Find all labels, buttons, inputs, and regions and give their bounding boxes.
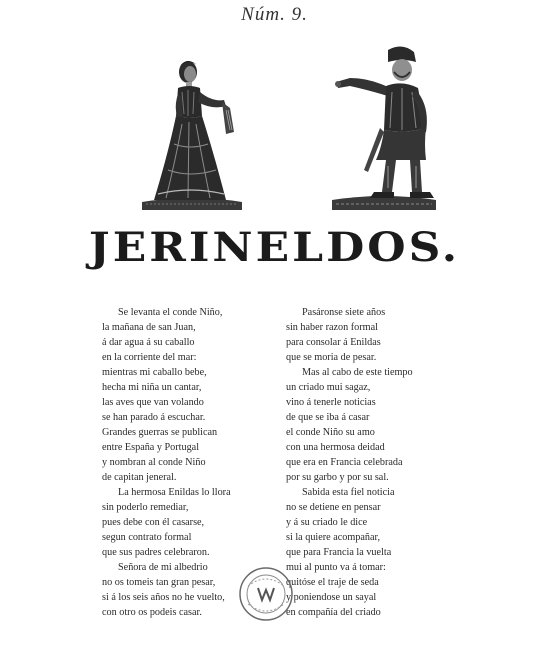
verse-line: y á su criado le dice bbox=[286, 517, 368, 528]
verse-line: no os tomeis tan gran pesar, bbox=[102, 577, 216, 588]
verse-line: entre España y Portugal bbox=[102, 442, 200, 453]
verse-line: en compañía del criado bbox=[286, 607, 381, 618]
verse-line: Señora de mi albedrio bbox=[118, 562, 208, 573]
verse-line: pues debe con él casarse, bbox=[102, 517, 205, 528]
verse-line: de capitan jeneral. bbox=[102, 472, 177, 483]
verse-line: sin haber razon formal bbox=[286, 322, 378, 333]
verse-line: se han parado á escuchar. bbox=[102, 412, 206, 423]
verse-line: hecha mi niña un cantar, bbox=[102, 382, 202, 393]
verse-line: para consolar á Enildas bbox=[286, 337, 381, 348]
verse-line: Grandes guerras se publican bbox=[102, 427, 218, 438]
verse-line: no se detiene en pensar bbox=[286, 502, 381, 513]
verse-line: de que se iba á casar bbox=[286, 412, 370, 423]
verse-line: segun contrato formal bbox=[102, 532, 192, 543]
woodcut-woman-figure bbox=[138, 54, 246, 216]
verse-line: si la quiere acompañar, bbox=[286, 532, 381, 543]
verse-line: que era en Francia celebrada bbox=[286, 457, 403, 468]
library-stamp-seal bbox=[238, 566, 294, 622]
verse-line: á dar agua á su caballo bbox=[102, 337, 195, 348]
verse-line: con otro os podeis casar. bbox=[102, 607, 202, 618]
verse-line: sin poderlo remediar, bbox=[102, 502, 189, 513]
ballad-title: JERINELDOS. bbox=[88, 224, 461, 271]
verse-line: Pasáronse siete años bbox=[302, 307, 386, 318]
verse-line: si á los seis años no he vuelto, bbox=[102, 592, 225, 603]
verse-line: un criado mui sagaz, bbox=[286, 382, 371, 393]
verse-line: que para Francia la vuelta bbox=[286, 547, 392, 558]
verse-line: por su garbo y por su sal. bbox=[286, 472, 389, 483]
verse-line: vino á tenerle noticias bbox=[286, 397, 376, 408]
verse-line: Mas al cabo de este tiempo bbox=[302, 367, 413, 378]
sheet-number: Núm. 9. bbox=[241, 4, 308, 25]
verse-line: y poniendose un sayal bbox=[286, 592, 377, 603]
verse-line: y nombran al conde Niño bbox=[102, 457, 206, 468]
verse-line: la mañana de san Juan, bbox=[102, 322, 196, 333]
woodcut-man-pointing-figure bbox=[330, 42, 438, 214]
verse-line: La hermosa Enildas lo llora bbox=[118, 487, 231, 498]
verse-line: el conde Niño su amo bbox=[286, 427, 375, 438]
verse-line: con una hermosa deidad bbox=[286, 442, 385, 453]
verse-line: que sus padres celebraron. bbox=[102, 547, 210, 558]
verse-line: quitóse el traje de seda bbox=[286, 577, 379, 588]
verse-line: Se levanta el conde Niño, bbox=[118, 307, 223, 318]
verse-line: en la corriente del mar: bbox=[102, 352, 197, 363]
verse-line: Sabida esta fiel noticia bbox=[302, 487, 395, 498]
verse-line: mientras mi caballo bebe, bbox=[102, 367, 207, 378]
poem-right-column bbox=[286, 305, 466, 620]
verse-line: mui al punto va á tomar: bbox=[286, 562, 386, 573]
verse-line: que se moria de pesar. bbox=[286, 352, 377, 363]
verse-line: las aves que van volando bbox=[102, 397, 204, 408]
